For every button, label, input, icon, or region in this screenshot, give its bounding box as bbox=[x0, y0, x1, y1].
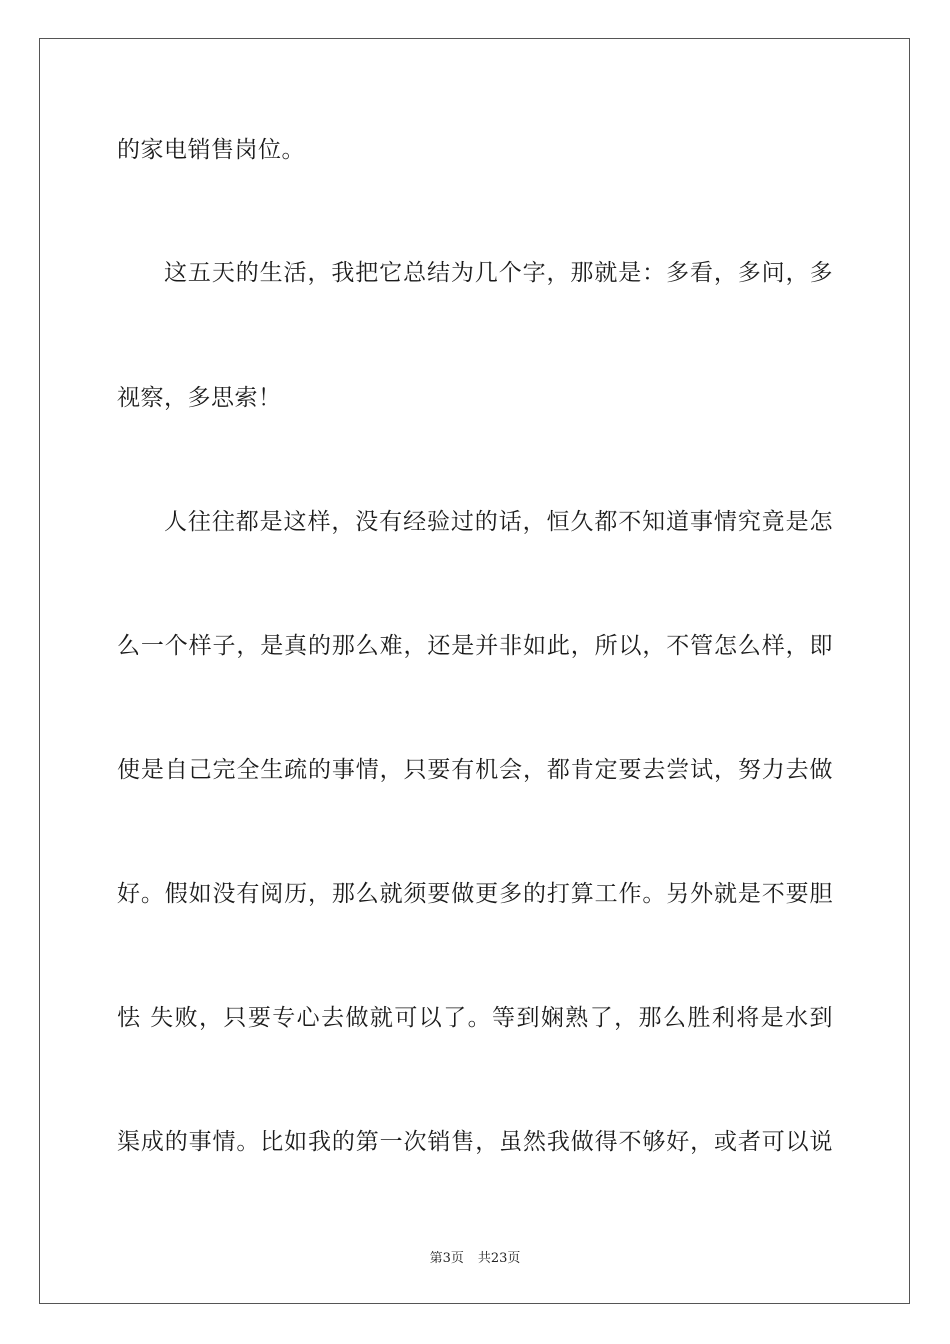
page-border bbox=[39, 38, 910, 1304]
text-line: 么一个样子，是真的那么难，还是并非如此，所以，不管怎么样，即 bbox=[117, 633, 833, 659]
page-number: 第3页 bbox=[429, 1251, 464, 1266]
page-footer bbox=[0, 1247, 950, 1266]
text-line: 使是自己完全生疏的事情，只要有机会，都肯定要去尝试，努力去做 bbox=[117, 757, 833, 783]
text-line: 好。假如没有阅历，那么就须要做更多的打算工作。另外就是不要胆 bbox=[117, 881, 833, 907]
text-line: 渠成的事情。比如我的第一次销售，虽然我做得不够好，或者可以说 bbox=[117, 1129, 833, 1155]
page-total: 共23页 bbox=[477, 1251, 521, 1266]
text-line: 这五天的生活，我把它总结为几个字，那就是：多看，多问，多 bbox=[164, 260, 833, 286]
text-line: 的家电销售岗位。 bbox=[117, 137, 305, 163]
text-line: 人往往都是这样，没有经验过的话，恒久都不知道事情究竟是怎 bbox=[164, 509, 833, 535]
text-line: 视察，多思索！ bbox=[117, 385, 282, 411]
text-line: 怯 失败，只要专心去做就可以了。等到娴熟了，那么胜利将是水到 bbox=[117, 1005, 833, 1031]
